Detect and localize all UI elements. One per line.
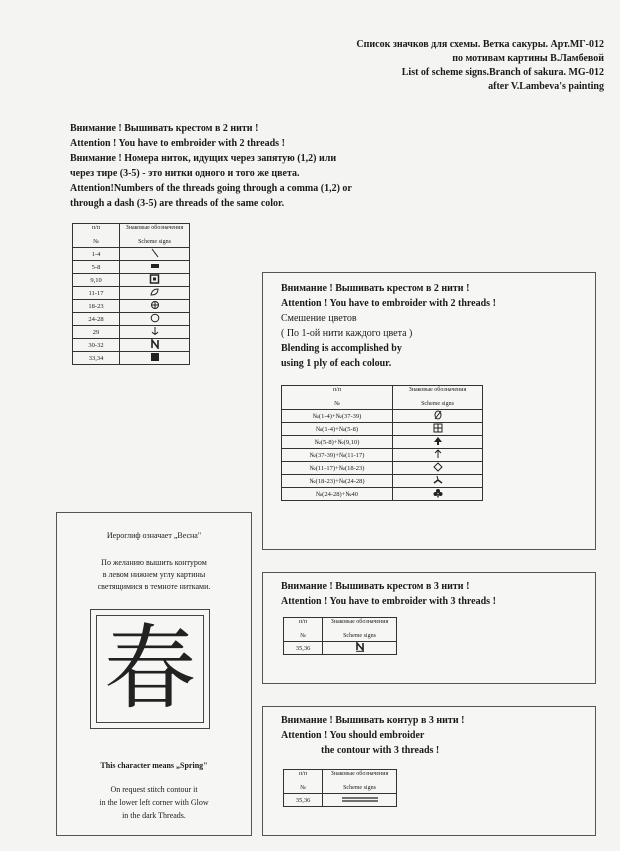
contour-box xyxy=(262,706,596,836)
glyph-inner-frame xyxy=(96,615,204,723)
col-head-sign xyxy=(323,618,397,642)
contour-note xyxy=(281,713,464,758)
head-text: Scheme signs xyxy=(343,633,376,639)
note-line: в левом нижнем углу картины xyxy=(102,570,206,579)
table-row xyxy=(282,436,483,449)
note-line: through a dash (3-5) are threads of the same color. xyxy=(70,198,285,209)
head-text: № xyxy=(300,785,306,791)
note-line: Внимание ! Вышивать крестом в 2 нити ! xyxy=(70,123,259,134)
n-letter-icon xyxy=(149,339,161,349)
table-row xyxy=(73,261,190,274)
note-line: using 1 ply of each colour. xyxy=(281,358,392,369)
table-row xyxy=(282,475,483,488)
col-head-num xyxy=(73,224,120,248)
head-text: Знаковые обозначения xyxy=(408,387,467,393)
note-line: Внимание ! Вышивать крестом в 2 нити ! xyxy=(281,283,470,294)
row-num: 33,34 xyxy=(73,352,120,365)
head-text: п/п xyxy=(91,225,101,231)
three-thread-box xyxy=(262,572,596,684)
note-line: Attention ! You have to embroider with 2 threads ! xyxy=(281,298,496,309)
table-row xyxy=(284,794,397,807)
table-row xyxy=(73,326,190,339)
note-line: Attention!Numbers of the threads going through a comma (1,2) or xyxy=(70,183,352,194)
main-note xyxy=(70,121,490,211)
hieroglyph-title: Иероглиф означает „Весна" xyxy=(106,531,202,540)
table-row xyxy=(73,248,190,261)
grid-square-icon xyxy=(432,423,444,433)
note-line: Внимание ! Номера ниток, идущих через запятую (1,2) или xyxy=(70,153,337,164)
header-line: Список значков для схемы. Ветка сакуры. Арт.МГ-012 xyxy=(356,39,604,50)
arrow-up-icon xyxy=(432,449,444,459)
note-line: Blending is accomplished by xyxy=(281,343,402,354)
table-row xyxy=(73,352,190,365)
contour-table xyxy=(283,769,397,807)
row-num: №(1-4)+№(5-8) xyxy=(282,423,393,436)
hieroglyph-en-note xyxy=(57,783,251,822)
table-row xyxy=(282,449,483,462)
row-num: 29 xyxy=(73,326,120,339)
header-line: List of scheme signs.Branch of sakura. MG-012 xyxy=(401,67,604,78)
header-line: after V.Lambeva's painting xyxy=(488,81,604,92)
table-row xyxy=(282,488,483,501)
row-num: 30-32 xyxy=(73,339,120,352)
bird-icon xyxy=(432,475,444,485)
circle-icon xyxy=(149,313,161,323)
note-line: Внимание ! Вышивать крестом в 3 нити ! xyxy=(281,581,470,592)
col-head-sign xyxy=(323,770,397,794)
head-text: Знаковые обозначения xyxy=(330,771,389,777)
col-head-sign xyxy=(393,386,483,410)
square-dot-icon xyxy=(149,274,161,284)
three-thread-note xyxy=(281,579,496,609)
row-num: 11-17 xyxy=(73,287,120,300)
glyph-frame xyxy=(90,609,210,729)
head-text: № xyxy=(93,239,99,245)
row-num: №(5-8)+№(9,10) xyxy=(282,436,393,449)
flower-icon xyxy=(149,300,161,310)
head-text: № xyxy=(334,401,340,407)
row-num: 35,36 xyxy=(284,642,323,655)
row-num: №(11-17)+№(18-23) xyxy=(282,462,393,475)
blending-table xyxy=(281,385,483,501)
blending-note xyxy=(281,281,496,371)
head-text: Знаковые обозначения xyxy=(125,225,184,231)
table-row xyxy=(73,287,190,300)
note-line: Внимание ! Вышивать контур в 3 нити ! xyxy=(281,715,465,726)
note-line: через тире (3-5) - это нитки одного и того же цвета. xyxy=(70,168,300,179)
note-line: in the dark Threads. xyxy=(122,811,186,820)
row-num: 9,10 xyxy=(73,274,120,287)
club-icon xyxy=(432,488,444,498)
n-bar-icon xyxy=(354,642,366,652)
leaf-icon xyxy=(149,287,161,297)
slash-icon xyxy=(149,248,161,258)
row-num: №(1-4)+№(37-39) xyxy=(282,410,393,423)
header xyxy=(224,38,604,94)
row-num: 18-23 xyxy=(73,300,120,313)
row-num: 24-28 xyxy=(73,313,120,326)
row-num: №(18-23)+№(24-28) xyxy=(282,475,393,488)
anchor-icon xyxy=(149,326,161,336)
head-text: п/п xyxy=(298,771,308,777)
table-row xyxy=(73,300,190,313)
note-line: Смешение цветов xyxy=(281,313,357,324)
oval-slash-icon xyxy=(432,410,444,420)
note-line: Attention ! You have to embroider with 3 threads ! xyxy=(281,596,496,607)
note-line: in the lower left corner with Glow xyxy=(99,798,209,807)
table-row xyxy=(73,313,190,326)
head-text: Scheme signs xyxy=(421,401,454,407)
row-num: №(24-28)+№40 xyxy=(282,488,393,501)
col-head-sign xyxy=(120,224,190,248)
row-num: 5-8 xyxy=(73,261,120,274)
table-row xyxy=(282,423,483,436)
hieroglyph-box xyxy=(56,512,252,836)
hieroglyph-en-title: This character means „Spring" xyxy=(100,761,208,770)
blending-box xyxy=(262,272,596,550)
note-line: Attention ! You have to embroider with 2 threads ! xyxy=(70,138,285,149)
three-thread-table xyxy=(283,617,397,655)
row-num: 1-4 xyxy=(73,248,120,261)
col-head-num xyxy=(284,618,323,642)
head-text: Знаковые обозначения xyxy=(330,619,389,625)
note-line: светящимися в темноте нитками. xyxy=(97,582,211,591)
table-row xyxy=(73,274,190,287)
main-sign-table xyxy=(72,223,190,365)
col-head-num xyxy=(282,386,393,410)
spring-glyph: 春 xyxy=(103,615,196,722)
spade-icon xyxy=(432,436,444,446)
row-num: 35,36 xyxy=(284,794,323,807)
filled-square-icon xyxy=(149,352,161,362)
col-head-num xyxy=(284,770,323,794)
hieroglyph-ru-note xyxy=(57,557,251,593)
header-line: по мотивам картины В.Ламбевой xyxy=(452,53,604,64)
note-line: On request stitch contour it xyxy=(110,785,198,794)
note-line: По желанию вышить контуром xyxy=(101,558,207,567)
head-text: Scheme signs xyxy=(138,239,171,245)
dash-block-icon xyxy=(149,261,161,271)
row-num: №(37-39)+№(11-17) xyxy=(282,449,393,462)
table-row xyxy=(73,339,190,352)
double-line-icon xyxy=(340,794,380,804)
head-text: № xyxy=(300,633,306,639)
head-text: п/п xyxy=(332,387,342,393)
note-line: ( По 1-ой нити каждого цвета ) xyxy=(281,328,413,339)
table-row xyxy=(282,410,483,423)
note-line: the contour with 3 threads ! xyxy=(321,745,440,756)
table-row xyxy=(284,642,397,655)
head-text: п/п xyxy=(298,619,308,625)
table-row xyxy=(282,462,483,475)
head-text: Scheme signs xyxy=(343,785,376,791)
diamond-outline-icon xyxy=(432,462,444,472)
note-line: Attention ! You should embroider xyxy=(281,730,425,741)
